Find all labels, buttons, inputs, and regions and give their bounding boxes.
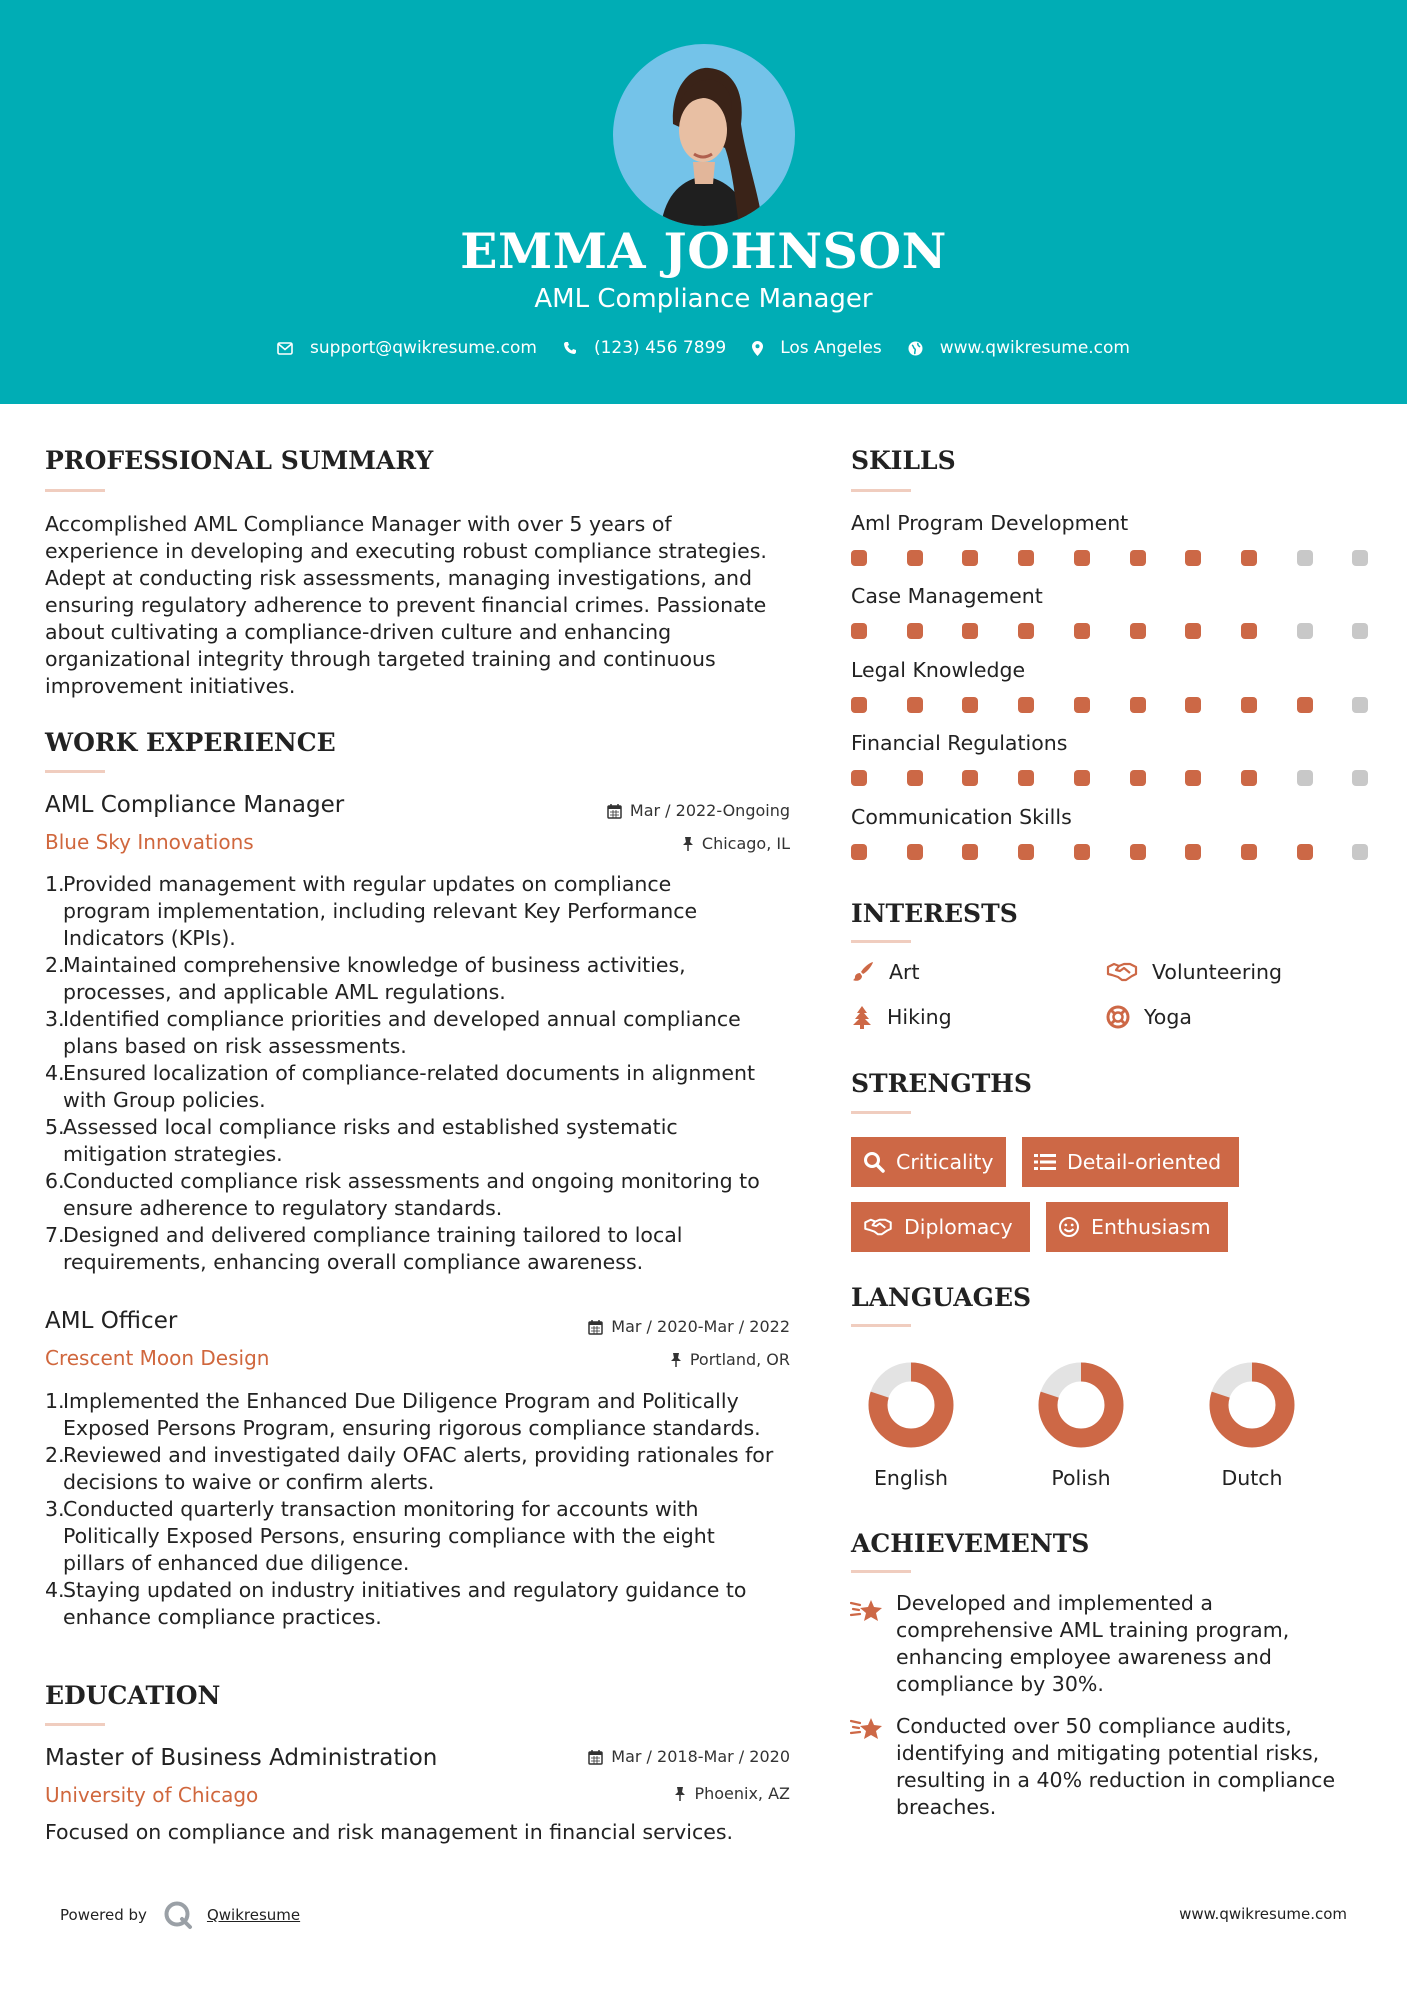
skill-dot-filled	[851, 844, 867, 860]
list-item: 4. Staying updated on industry initiatives and regulatory guidance to enhance compliance practices.	[45, 1578, 747, 1629]
skill-name: Communication Skills	[851, 805, 1072, 829]
achievement-item: Conducted over 50 compliance audits, identifying and mitigating potential risks, resulting in a 40% reduction in compliance breaches.	[896, 1714, 1336, 1819]
calendar-icon	[588, 1319, 603, 1335]
skill-dot-filled	[1297, 844, 1313, 860]
job-title: AML Officer	[45, 1308, 178, 1334]
education-underline	[45, 1723, 105, 1726]
skill-dot-filled	[962, 697, 978, 713]
strength-label: Criticality	[896, 1150, 994, 1174]
skill-name: Aml Program Development	[851, 511, 1129, 535]
skill-dot-filled	[1241, 844, 1257, 860]
job-location-text: Portland, OR	[689, 1350, 790, 1369]
skill-dot-filled	[1018, 844, 1034, 860]
skill-dot-filled	[1130, 844, 1146, 860]
list-item: 1. Provided management with regular updates on compliance program implementation, including relevant Key Performance Indicators (KPIs).	[45, 872, 698, 950]
list-item: 1. Implemented the Enhanced Due Diligence Program and Politically Exposed Persons Program, ensuring rigorous compliance standards.	[45, 1389, 761, 1440]
calendar-icon	[588, 1749, 603, 1765]
contact-bar	[0, 338, 1407, 358]
job-title: AML Compliance Manager	[45, 792, 345, 818]
pushpin-icon	[682, 836, 694, 852]
list-item: 3. Conducted quarterly transaction monitoring for accounts with Politically Exposed Persons, ensuring compliance with the eight pillars of enhanced due diligence.	[45, 1497, 715, 1575]
contact-website[interactable]	[908, 338, 1130, 358]
skill-dot-filled	[1130, 697, 1146, 713]
skill-name: Legal Knowledge	[851, 658, 1026, 682]
skill-dot-empty	[1352, 844, 1368, 860]
job-dates-text: Mar / 2022-Ongoing	[629, 801, 790, 820]
handshake-icon	[863, 1217, 893, 1237]
responsibility-list	[45, 871, 795, 1276]
map-marker-icon	[752, 341, 763, 356]
strength-label: Enthusiasm	[1091, 1215, 1211, 1239]
skill-dot-filled	[1130, 550, 1146, 566]
skill-dot-filled	[907, 770, 923, 786]
skill-dot-empty	[1297, 770, 1313, 786]
interest-label: Volunteering	[1152, 960, 1283, 984]
summary-text	[45, 511, 767, 700]
strength-badge	[851, 1202, 1030, 1252]
responsibility-list	[45, 1388, 795, 1631]
strength-label: Diplomacy	[904, 1215, 1013, 1239]
education-location	[674, 1784, 790, 1803]
skill-rating	[851, 623, 1370, 639]
job-location	[670, 1350, 790, 1369]
language-name: English	[873, 1466, 949, 1490]
interest-item	[1106, 1005, 1192, 1029]
skill-dot-filled	[962, 844, 978, 860]
job-dates	[588, 1317, 790, 1336]
interests-underline	[851, 940, 911, 943]
strength-badge	[851, 1137, 1006, 1187]
interest-item	[851, 960, 920, 984]
skill-rating	[851, 844, 1370, 860]
skill-dot-filled	[1130, 623, 1146, 639]
skill-dot-filled	[851, 697, 867, 713]
degree-title: Master of Business Administration	[45, 1745, 438, 1771]
footer-powered-by	[60, 1900, 300, 1930]
education-dates	[588, 1747, 790, 1766]
skill-name: Case Management	[851, 584, 1043, 608]
skill-dot-filled	[851, 550, 867, 566]
phone-text: (123) 456 7899	[593, 338, 727, 358]
skill-dot-filled	[962, 770, 978, 786]
company-name: Blue Sky Innovations	[45, 830, 254, 854]
location-text: Los Angeles	[780, 338, 882, 358]
contact-email[interactable]	[277, 338, 537, 358]
summary-line: Accomplished AML Compliance Manager with over 5 years of	[45, 512, 672, 536]
summary-heading: PROFESSIONAL SUMMARY	[45, 446, 434, 475]
skill-dot-filled	[1074, 623, 1090, 639]
powered-by-text: Powered by	[60, 1906, 147, 1924]
skill-dot-filled	[907, 623, 923, 639]
experience-heading: WORK EXPERIENCE	[45, 728, 336, 757]
skill-dot-filled	[851, 623, 867, 639]
smile-icon	[1058, 1216, 1080, 1238]
job-dates-text: Mar / 2020-Mar / 2022	[611, 1317, 790, 1336]
education-dates-text: Mar / 2018-Mar / 2020	[611, 1747, 790, 1766]
experience-underline	[45, 770, 105, 773]
job-location	[682, 834, 790, 853]
strength-badge	[1046, 1202, 1228, 1252]
list-item: 7. Designed and delivered compliance training tailored to local requirements, enhancing overall compliance awareness.	[45, 1223, 683, 1274]
languages-heading: LANGUAGES	[851, 1283, 1032, 1312]
skill-dot-filled	[1185, 697, 1201, 713]
language-ring-english	[868, 1362, 954, 1448]
skill-dot-filled	[1297, 697, 1313, 713]
skill-dot-filled	[1185, 844, 1201, 860]
skill-dot-filled	[1241, 697, 1257, 713]
pushpin-icon	[670, 1352, 682, 1368]
company-name: Crescent Moon Design	[45, 1346, 270, 1370]
achievement-item: Developed and implemented a comprehensive AML training program, enhancing employee awareness and compliance by 30%.	[896, 1591, 1290, 1696]
skill-dot-empty	[1297, 550, 1313, 566]
shooting-star-icon	[850, 1715, 884, 1743]
education-location-text: Phoenix, AZ	[694, 1784, 790, 1803]
skill-dot-filled	[1074, 770, 1090, 786]
qwikresume-logo-icon	[163, 1900, 193, 1930]
skill-dot-empty	[1352, 770, 1368, 786]
skill-dot-empty	[1297, 623, 1313, 639]
skills-underline	[851, 489, 911, 492]
interest-label: Yoga	[1144, 1005, 1192, 1029]
phone-icon	[563, 341, 577, 355]
skill-dot-filled	[962, 550, 978, 566]
summary-line: organizational integrity through targeted training and continuous	[45, 647, 716, 671]
skill-dot-filled	[1018, 770, 1034, 786]
language-ring-polish	[1038, 1362, 1124, 1448]
interest-item	[851, 1005, 952, 1029]
skill-dot-filled	[1018, 623, 1034, 639]
skill-rating	[851, 770, 1370, 786]
skill-dot-filled	[962, 623, 978, 639]
skill-dot-filled	[1130, 770, 1146, 786]
strength-badge	[1022, 1137, 1239, 1187]
skill-rating	[851, 697, 1370, 713]
skill-dot-filled	[1185, 550, 1201, 566]
tree-icon	[851, 1005, 873, 1029]
skill-dot-filled	[1018, 550, 1034, 566]
skill-dot-filled	[1185, 623, 1201, 639]
school-name: University of Chicago	[45, 1783, 259, 1807]
candidate-name: EMMA JOHNSON	[460, 222, 947, 280]
education-description: Focused on compliance and risk management in financial services.	[45, 1820, 734, 1844]
qwikresume-link[interactable]: Qwikresume	[206, 1906, 301, 1924]
list-item: 5. Assessed local compliance risks and established systematic mitigation strategies.	[45, 1115, 678, 1166]
skill-rating	[851, 550, 1370, 566]
job-location-text: Chicago, IL	[701, 834, 790, 853]
skill-dot-filled	[1241, 770, 1257, 786]
skill-dot-filled	[1074, 844, 1090, 860]
strength-label: Detail-oriented	[1067, 1150, 1222, 1174]
search-icon	[863, 1151, 885, 1173]
shooting-star-icon	[850, 1597, 884, 1625]
contact-location	[752, 338, 882, 358]
website-text: www.qwikresume.com	[939, 338, 1130, 358]
list-item: 2. Maintained comprehensive knowledge of business activities, processes, and applicable AML regulations.	[45, 953, 686, 1004]
skill-dot-filled	[907, 697, 923, 713]
interest-item	[1106, 960, 1282, 984]
summary-line: Adept at conducting risk assessments, managing investigations, and	[45, 566, 753, 590]
strengths-heading: STRENGTHS	[851, 1069, 1032, 1098]
summary-line: ensuring regulatory adherence to prevent financial crimes. Passionate	[45, 593, 767, 617]
skill-dot-empty	[1352, 550, 1368, 566]
email-text: support@qwikresume.com	[310, 338, 537, 358]
skill-dot-filled	[907, 844, 923, 860]
header-banner	[0, 0, 1407, 404]
envelope-icon	[277, 342, 293, 355]
list-icon	[1034, 1153, 1056, 1171]
achievements-heading: ACHIEVEMENTS	[851, 1529, 1090, 1558]
skills-heading: SKILLS	[851, 446, 956, 475]
interest-label: Art	[889, 960, 920, 984]
pushpin-icon	[674, 1786, 686, 1802]
interests-heading: INTERESTS	[851, 899, 1018, 928]
footer-website[interactable]: www.qwikresume.com	[1179, 1905, 1347, 1923]
skill-dot-filled	[851, 770, 867, 786]
skill-dot-filled	[1074, 697, 1090, 713]
profile-photo	[613, 44, 795, 226]
language-name: Polish	[1051, 1466, 1111, 1490]
achievements-underline	[851, 1570, 911, 1573]
list-item: 3. Identified compliance priorities and developed annual compliance plans based on risk assessments.	[45, 1007, 741, 1058]
skill-dot-filled	[907, 550, 923, 566]
skill-dot-empty	[1352, 697, 1368, 713]
candidate-role: AML Compliance Manager	[534, 284, 873, 314]
language-name: Dutch	[1221, 1466, 1283, 1490]
paintbrush-icon	[851, 960, 875, 984]
education-heading: EDUCATION	[45, 1681, 221, 1710]
list-item: 4. Ensured localization of compliance-related documents in alignment with Group policies.	[45, 1061, 756, 1112]
skill-dot-filled	[1018, 697, 1034, 713]
calendar-icon	[607, 803, 622, 819]
lifebuoy-icon	[1106, 1005, 1130, 1029]
skill-dot-filled	[1241, 623, 1257, 639]
strengths-underline	[851, 1111, 911, 1114]
skill-dot-filled	[1074, 550, 1090, 566]
skill-dot-filled	[1241, 550, 1257, 566]
summary-underline	[45, 489, 105, 492]
skill-dot-filled	[1185, 770, 1201, 786]
list-item: 6. Conducted compliance risk assessments and ongoing monitoring to ensure adherence to regulatory standards.	[45, 1169, 760, 1220]
contact-phone[interactable]	[563, 338, 726, 358]
summary-line: experience in developing and executing robust compliance strategies.	[45, 539, 767, 563]
handshake-icon	[1106, 961, 1138, 983]
job-dates	[607, 801, 790, 820]
summary-line: improvement initiatives.	[45, 674, 296, 698]
skill-name: Financial Regulations	[851, 731, 1068, 755]
interest-label: Hiking	[887, 1005, 952, 1029]
skill-dot-empty	[1352, 623, 1368, 639]
summary-line: about cultivating a compliance-driven culture and enhancing	[45, 620, 672, 644]
globe-icon	[908, 341, 923, 356]
language-ring-dutch	[1209, 1362, 1295, 1448]
list-item: 2. Reviewed and investigated daily OFAC alerts, providing rationales for decisions to waive or confirm alerts.	[45, 1443, 774, 1494]
languages-underline	[851, 1324, 911, 1327]
